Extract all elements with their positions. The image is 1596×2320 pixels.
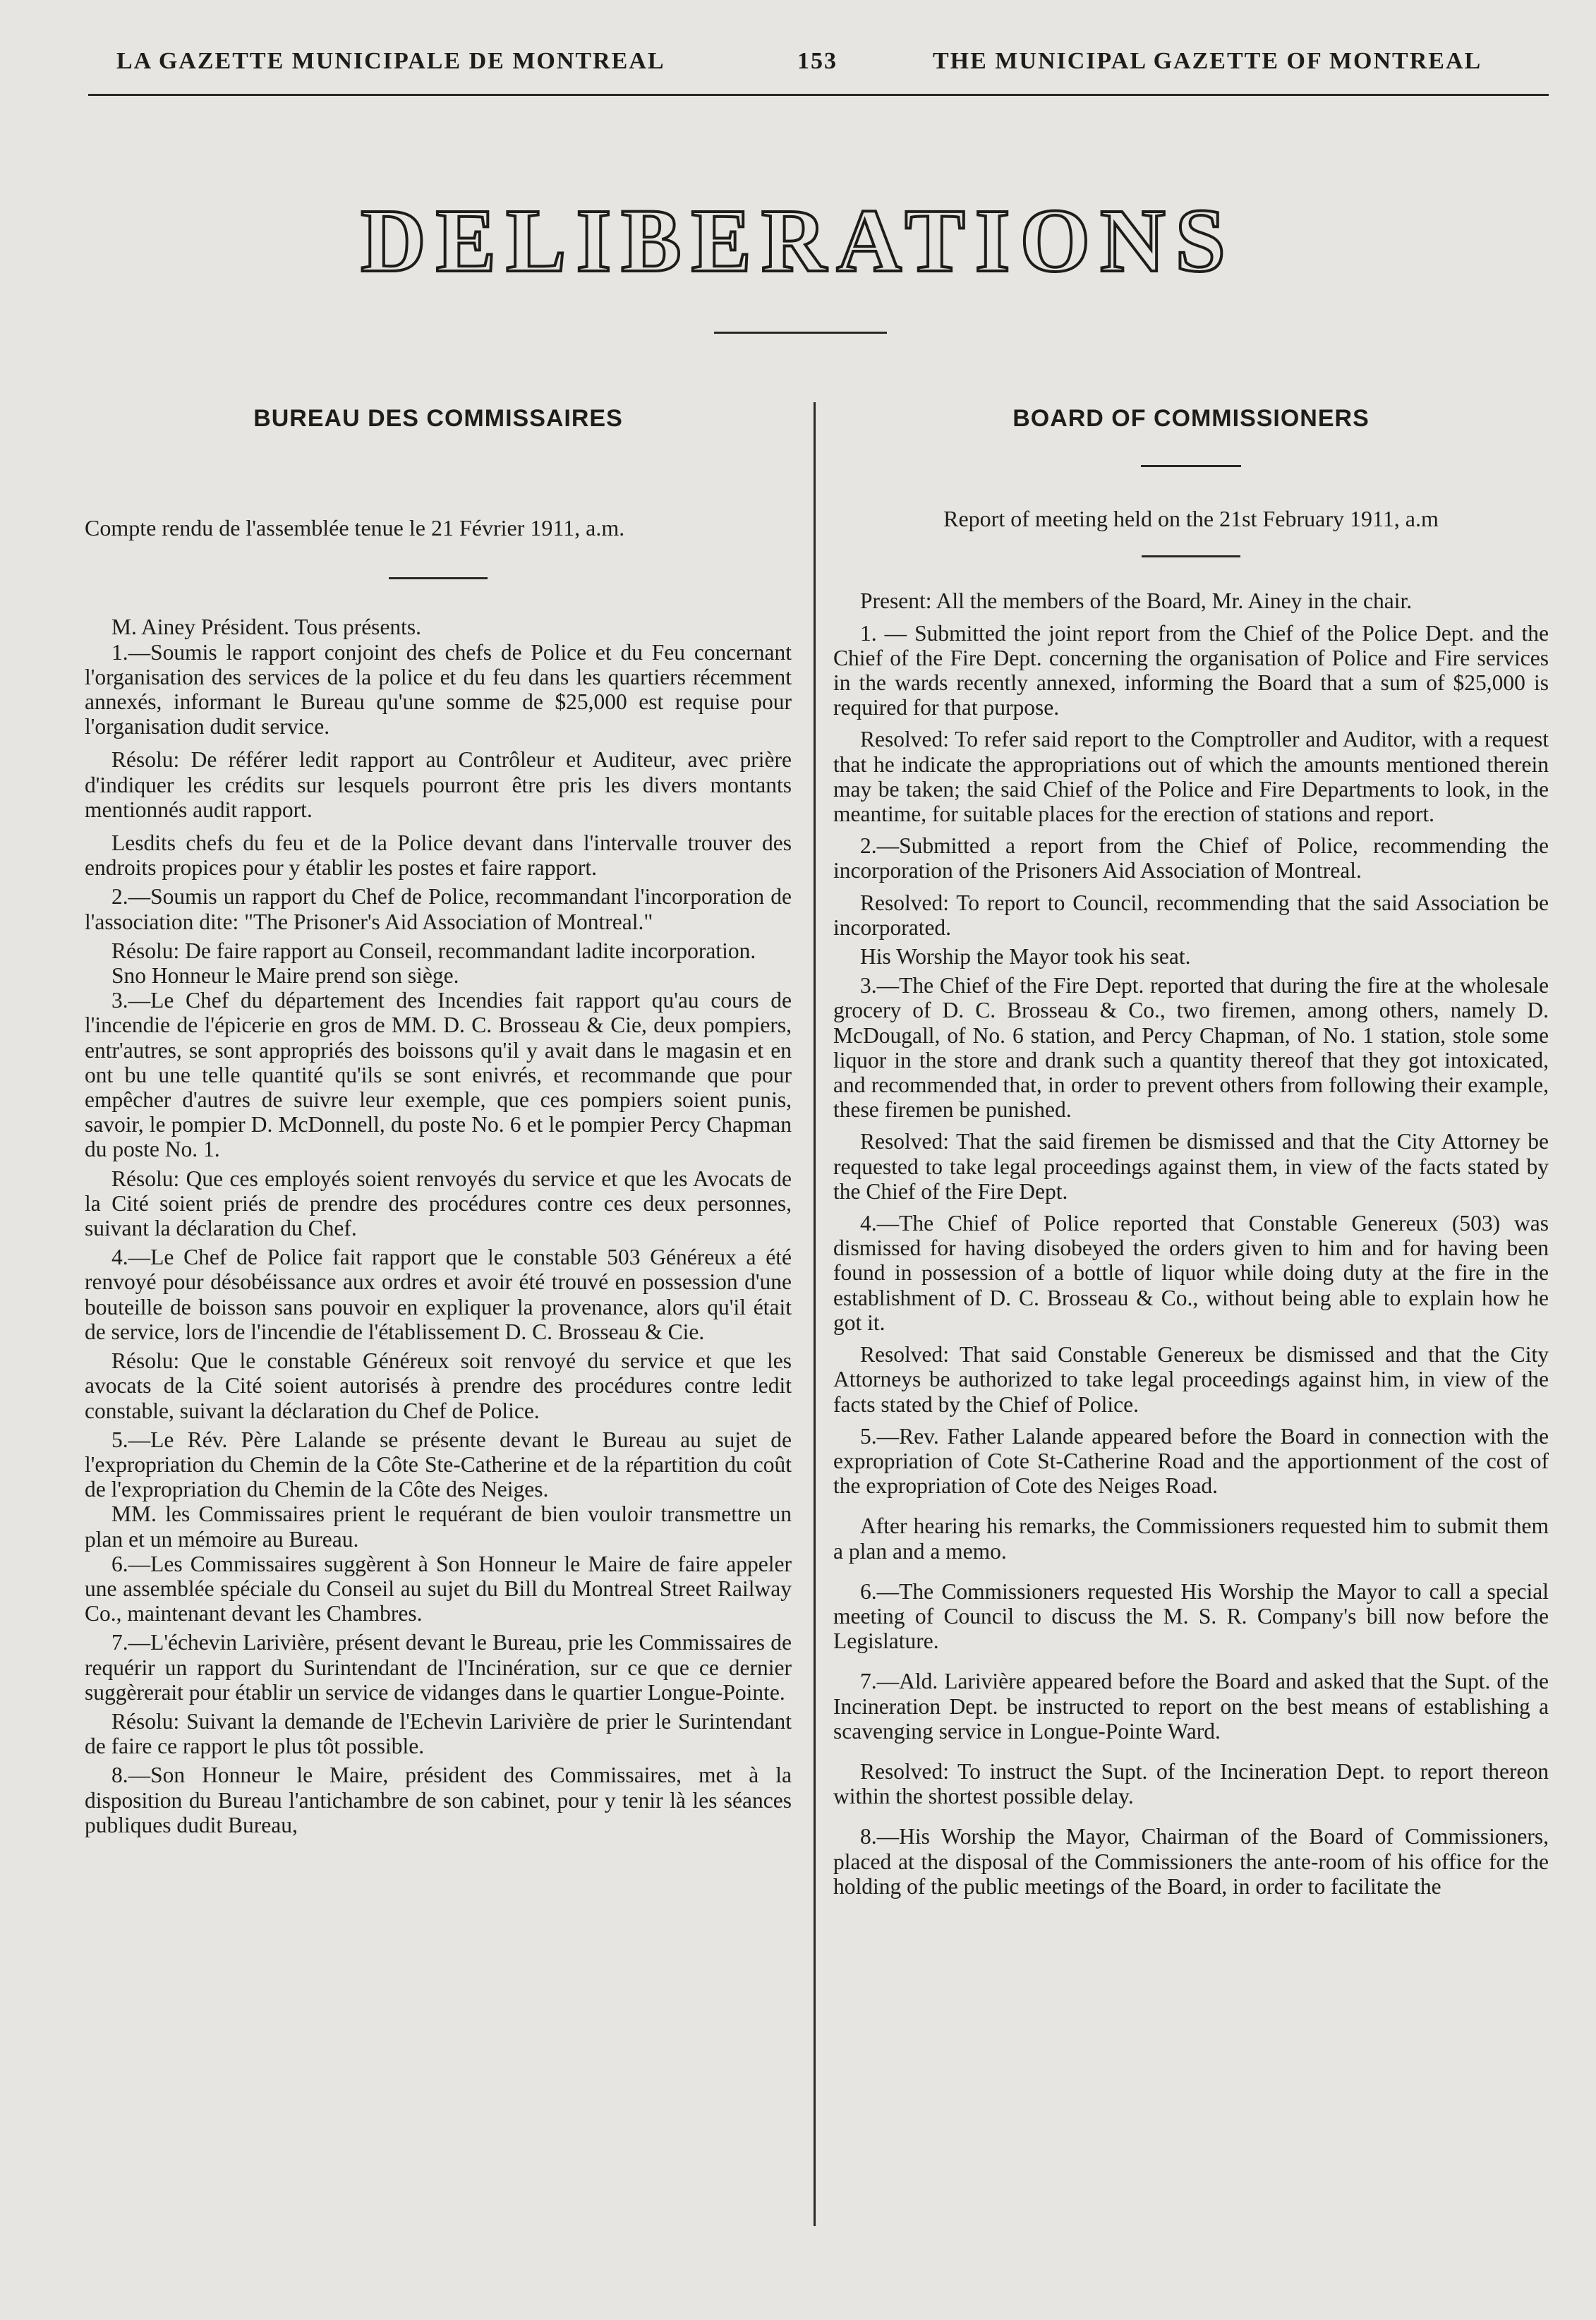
header-rule — [88, 94, 1549, 96]
english-paragraph: Resolved: That said Constable Genereux be dismissed and that the City Attorneys be authorized to take legal proceedings against him, in view of the facts stated by the Chief of Police. — [833, 1342, 1549, 1417]
french-paragraph: 1.—Soumis le rapport conjoint des chefs de Police et du Feu concernant l'organisation des services de la police et du feu dans les quartiers récemment annexés, informant le Bureau qu'une somme de $25,000 est requise pour l'organisation dudit service. — [85, 639, 792, 739]
english-heading: BOARD OF COMMISSIONERS — [1012, 405, 1370, 432]
french-minutes — [85, 615, 792, 1837]
english-paragraph: After hearing his remarks, the Commissioners requested him to submit them a plan and a memo. — [833, 1514, 1549, 1564]
english-paragraph: 5.—Rev. Father Lalande appeared before the Board in connection with the expropriation of Cote St-Catherine Road and the apportionment of the cost of the expropriation of Cote des Neiges Road. — [833, 1423, 1549, 1499]
english-meeting-subtitle: Report of meeting held on the 21st February 1911, a.m — [943, 506, 1439, 532]
english-paragraph: 2.—Submitted a report from the Chief of Police, recommending the incorporation of the Prisoners Aid Association of Montreal. — [833, 833, 1549, 883]
running-header — [0, 48, 1596, 83]
english-paragraph: 4.—The Chief of Police reported that Constable Genereux (503) was dismissed for having disobeyed the orders given to him and for having been found in possession of a bottle of liquor while doing duty at the fire in the establishment of D. C. Brosseau & Co., without being able to explain how he got it. — [833, 1211, 1549, 1335]
english-paragraph: Resolved: To refer said report to the Comptroller and Auditor, with a request that he indicate the appropriations out of which the amounts mentioned therein may be taken; the said Chief of the Police and Fire Departments to look, in the meantime, for suitable places for the erection of stations and report. — [833, 727, 1549, 827]
french-column — [85, 406, 792, 1837]
english-paragraph: Present: All the members of the Board, Mr. Ainey in the chair. — [860, 588, 1413, 614]
french-paragraph: MM. les Commissaires prient le requérant de bien vouloir transmettre un plan et un mémoire au Bureau. — [85, 1502, 792, 1552]
french-paragraph: 8.—Son Honneur le Maire, président des Commissaires, met à la disposition du Bureau l'antichambre de son cabinet, pour y tenir là les séances publiques dudit Bureau, — [85, 1763, 792, 1837]
english-paragraph: 6.—The Commissioners requested His Worship the Mayor to call a special meeting of Council to discuss the M. S. R. Company's bill now before the Legislature. — [833, 1578, 1549, 1654]
french-subtitle-rule — [389, 577, 488, 579]
french-paragraph: Sno Honneur le Maire prend son siège. — [111, 963, 459, 989]
english-paragraph: Resolved: To instruct the Supt. of the Incineration Dept. to report thereon within the shortest possible delay. — [833, 1758, 1549, 1809]
english-paragraph: 7.—Ald. Larivière appeared before the Board and asked that the Supt. of the Incineration Dept. be instructed to report on the best means of establishing a scavenging service in Longue-Pointe Ward. — [833, 1669, 1549, 1744]
french-paragraph: 6.—Les Commissaires suggèrent à Son Honneur le Maire de faire appeler une assemblée spéciale du Conseil au sujet du Bill du Montreal Street Railway Co., maintenant devant les Chambres. — [85, 1551, 792, 1626]
page-title: DELIBERATIONS — [361, 191, 1235, 291]
english-paragraph: 8.—His Worship the Mayor, Chairman of the Board of Commissioners, placed at the disposal of the Commissioners the ante-room of his office for the holding of the public meetings of the Board, in order to facilitate the — [833, 1824, 1549, 1899]
french-paragraph: Résolu: Que le constable Généreux soit renvoyé du service et que les avocats de la Cité soient autorisés à prendre des procédures contre ledit constable, suivant la déclaration du Chef de Police. — [85, 1348, 792, 1423]
french-meeting-subtitle: Compte rendu de l'assemblée tenue le 21 Février 1911, a.m. — [85, 515, 625, 541]
english-paragraph: 3.—The Chief of the Fire Dept. reported that during the fire at the wholesale grocery of D. C. Brosseau & Co., two firemen, among others, namely D. McDougall, of No. 6 station, and Percy Chapman, of No. 1 station, stole some liquor in the store and drank such a quantity thereof that they got intoxicated, and recommended that, in order to prevent others from following their example, these firemen be punished. — [833, 973, 1549, 1123]
french-paragraph: 2.—Soumis un rapport du Chef de Police, recommandant l'incorporation de l'association dite: "The Prisoner's Aid Association of Montreal." — [85, 884, 792, 934]
french-paragraph: Résolu: De référer ledit rapport au Contrôleur et Auditeur, avec prière d'indiquer les crédits sur lesquels pourront être pris les divers montants mentionnés audit rapport. — [85, 747, 792, 822]
french-paragraph: Résolu: Que ces employés soient renvoyés du service et que les Avocats de la Cité soient priés de prendre des procédures contre ces deux personnes, suivant la déclaration du Chef. — [85, 1166, 792, 1241]
header-english-title: THE MUNICIPAL GAZETTE OF MONTREAL — [933, 48, 1482, 74]
header-french-title: LA GAZETTE MUNICIPALE DE MONTREAL — [116, 48, 665, 74]
french-paragraph: 4.—Le Chef de Police fait rapport que le constable 503 Généreux a été renvoyé pour désobéissance aux ordres et avoir été trouvé en possession d'une bouteille de boisson sans pouvoir en expliquer la provenance, alors qu'il était de service, lors de l'incendie de l'établissement D. C. Brosseau & Cie. — [85, 1245, 792, 1344]
french-paragraph: 7.—L'échevin Larivière, présent devant le Bureau, prie les Commissaires de requérir un rapport du Surintendant de l'Incinération, sur ce que ce dernier suggèrerait pour établir un service de vidanges dans le quartier Longue-Pointe. — [85, 1630, 792, 1705]
french-paragraph: Résolu: Suivant la demande de l'Echevin Larivière de prier le Surintendant de faire ce rapport le plus tôt possible. — [85, 1708, 792, 1759]
title-rule — [714, 332, 887, 334]
french-paragraph: Lesdits chefs du feu et de la Police devant dans l'intervalle trouver des endroits propices pour y établir les postes et faire rapport. — [85, 830, 792, 881]
french-paragraph: 3.—Le Chef du département des Incendies fait rapport qu'au cours de l'incendie de l'épicerie en gros de MM. D. C. Brosseau & Cie, deux pompiers, entr'autres, se sont appropriés des boissons qu'il y avait dans le magasin et en ont bu une telle quantité qu'ils se sont enivrés, et recommande que pour empêcher d'autres de suivre leur exemple, que ces pompiers soient punis, savoir, le pompier D. McDonnell, du poste No. 6 et le pompier Percy Chapman du poste No. 1. — [85, 988, 792, 1162]
french-heading: BUREAU DES COMMISSAIRES — [253, 405, 623, 432]
english-paragraph: 1. — Submitted the joint report from the Chief of the Police Dept. and the Chief of the Fire Dept. concerning the organisation of Police and Fire services in the wards recently annexed, informing the Board that a sum of $25,000 is required for that purpose. — [833, 620, 1549, 720]
english-subtitle-rule — [1142, 555, 1240, 557]
column-divider — [814, 402, 816, 2226]
english-column — [833, 406, 1549, 1899]
english-minutes — [833, 588, 1549, 1899]
french-paragraph: Résolu: De faire rapport au Conseil, recommandant ladite incorporation. — [111, 938, 756, 963]
english-paragraph: Resolved: That the said firemen be dismissed and that the City Attorney be requested to take legal proceedings against them, in view of the facts stated by the Chief of the Fire Dept. — [833, 1129, 1549, 1204]
french-paragraph: 5.—Le Rév. Père Lalande se présente devant le Bureau au sujet de l'expropriation du Chemin de la Côte Ste-Catherine et de la répartition du coût de l'expropriation du Chemin de la Côte des Neiges. — [85, 1427, 792, 1502]
french-paragraph: M. Ainey Président. Tous présents. — [111, 615, 422, 640]
english-paragraph: Resolved: To report to Council, recommending that the said Association be incorporated. — [833, 890, 1549, 940]
english-paragraph: His Worship the Mayor took his seat. — [860, 944, 1191, 969]
page-number: 153 — [797, 48, 838, 74]
